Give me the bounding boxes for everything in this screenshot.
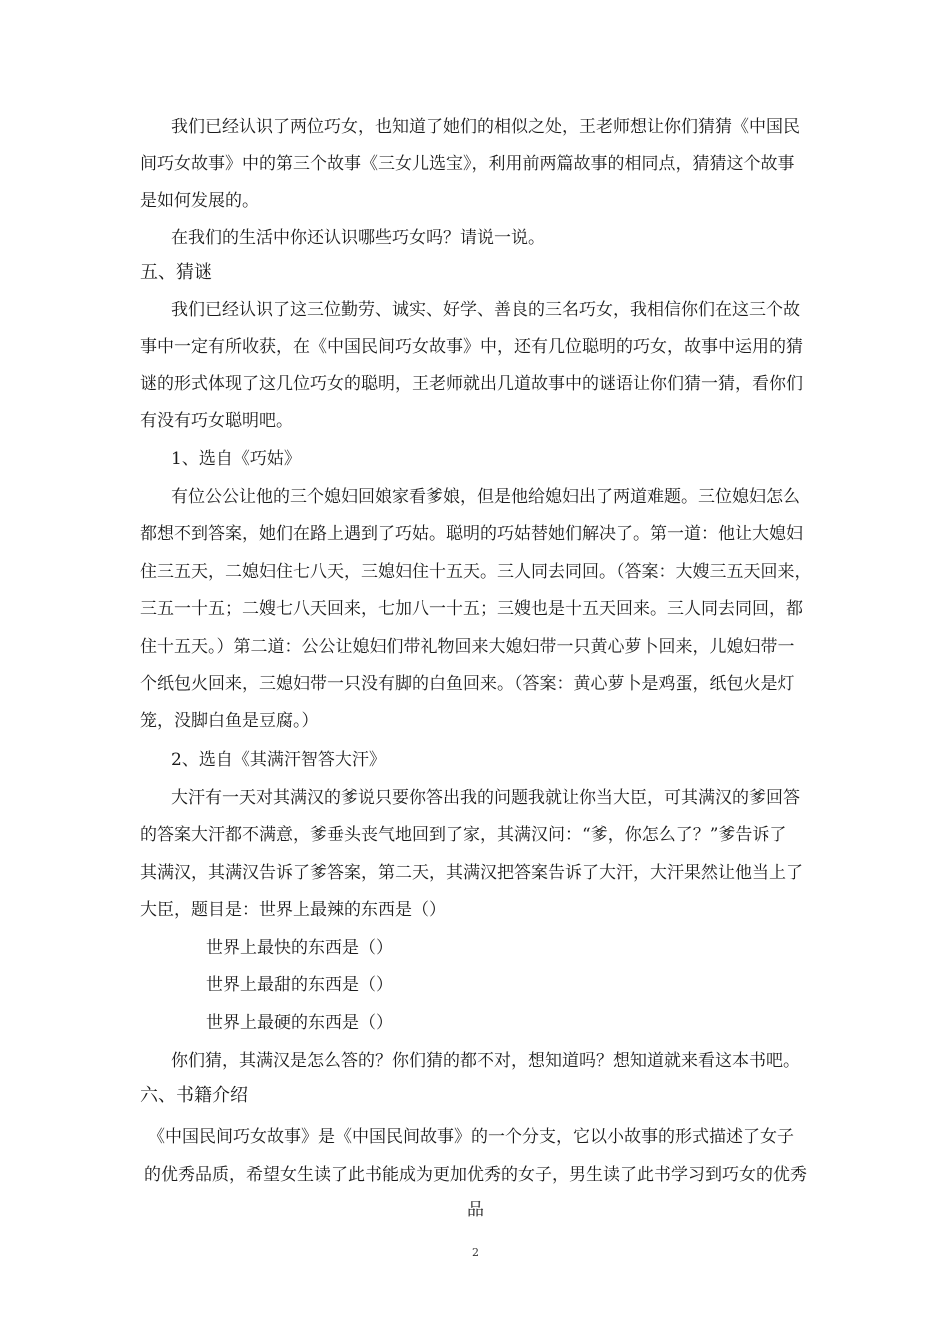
text-line: 有没有巧女聪明吧。	[140, 411, 293, 431]
page-number: 2	[472, 1246, 479, 1259]
text-line: 大臣，题目是：世界上最辣的东西是（）	[140, 900, 446, 920]
riddle-line: 世界上最快的东西是（）	[206, 938, 393, 958]
text-line: 笼，没脚白鱼是豆腐。）	[140, 711, 319, 731]
subsection-heading: 1、选自《巧姑》	[171, 449, 301, 469]
section-heading: 五、猜谜	[140, 262, 212, 283]
riddle-line: 世界上最甜的东西是（）	[206, 975, 393, 995]
text-line: 你们猜，其满汉是怎么答的？你们猜的都不对，想知道吗？想知道就来看这本书吧。	[171, 1051, 800, 1071]
text-line: 是如何发展的。	[140, 191, 259, 211]
section-heading: 六、书籍介绍	[140, 1085, 248, 1106]
text-line: 我们已经认识了这三位勤劳、诚实、好学、善良的三名巧女，我相信你们在这三个故	[171, 300, 800, 320]
text-line: 谜的形式体现了这几位巧女的聪明，王老师就出几道故事中的谜语让你们猜一猜，看你们	[140, 374, 803, 394]
text-line: 三五一十五；二嫂七八天回来，七加八一十五；三嫂也是十五天回来。三人同去同回，都	[140, 599, 803, 619]
text-line: 事中一定有所收获，在《中国民间巧女故事》中，还有几位聪明的巧女，故事中运用的猜	[140, 337, 803, 357]
text-line: 大汗有一天对其满汉的爹说只要你答出我的问题我就让你当大臣，可其满汉的爹回答	[171, 788, 800, 808]
subsection-heading: 2、选自《其满汗智答大汗》	[171, 750, 386, 770]
text-line: 我们已经认识了两位巧女，也知道了她们的相似之处，王老师想让你们猜猜《中国民	[171, 117, 800, 137]
text-line: 都想不到答案，她们在路上遇到了巧姑。聪明的巧姑替她们解决了。第一道：他让大媳妇	[140, 524, 803, 544]
text-line: 的优秀品质，希望女生读了此书能成为更加优秀的女子，男生读了此书学习到巧女的优秀	[144, 1165, 807, 1185]
text-line: 个纸包火回来，三媳妇带一只没有脚的白鱼回来。（答案：黄心萝卜是鸡蛋，纸包火是灯	[140, 674, 795, 694]
text-line: 间巧女故事》中的第三个故事《三女儿选宝》，利用前两篇故事的相同点，猜猜这个故事	[140, 154, 795, 174]
text-line: 的答案大汗都不满意，爹垂头丧气地回到了家，其满汉问：“爹，你怎么了？”爹告诉了	[140, 825, 787, 845]
text-line: 住三五天，二媳妇住七八天，三媳妇住十五天。三人同去同回。（答案：大嫂三五天回来，	[140, 562, 812, 582]
riddle-line: 世界上最硬的东西是（）	[206, 1013, 393, 1033]
text-line: 在我们的生活中你还认识哪些巧女吗？请说一说。	[171, 228, 545, 248]
text-line: 有位公公让他的三个媳妇回娘家看爹娘，但是他给媳妇出了两道难题。三位媳妇怎么	[171, 487, 800, 507]
text-line: 住十五天。）第二道：公公让媳妇们带礼物回来大媳妇带一只黄心萝卜回来，儿媳妇带一	[140, 637, 795, 657]
text-line: 其满汉，其满汉告诉了爹答案，第二天，其满汉把答案告诉了大汗，大汗果然让他当上了	[140, 863, 803, 883]
text-line: 《中国民间巧女故事》是《中国民间故事》的一个分支，它以小故事的形式描述了女子	[148, 1127, 794, 1147]
text-line: 品	[467, 1200, 484, 1220]
